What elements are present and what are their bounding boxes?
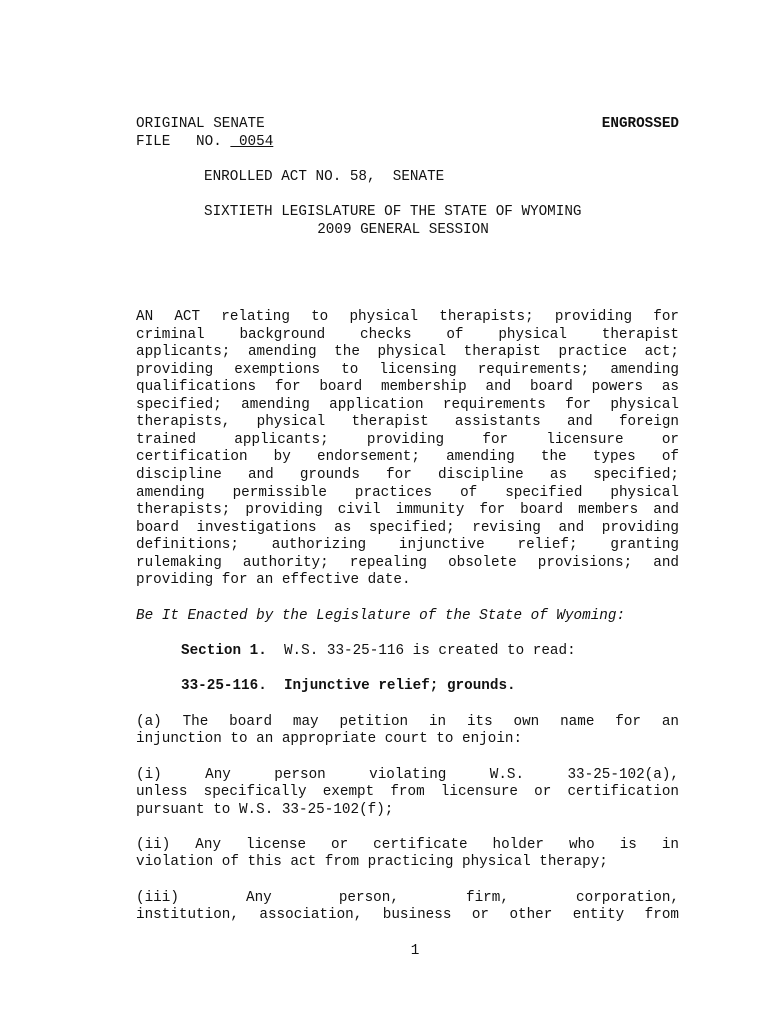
- act-title-line: providing exemptions to licensing requirements; amending: [136, 362, 679, 378]
- original-senate-label: ORIGINAL SENATE: [136, 116, 265, 132]
- paragraph-iii-line: (iii) Any person, firm, corporation,: [136, 890, 679, 906]
- act-title-line: trained applicants; providing for licensure or: [136, 432, 679, 448]
- act-title-line: certification by endorsement; amending the types of: [136, 449, 679, 465]
- act-title-line: applicants; amending the physical therapist practice act;: [136, 344, 679, 360]
- page-number: 1: [410, 943, 420, 959]
- paragraph-a-line: (a) The board may petition in its own name for an: [136, 714, 679, 730]
- engrossed-label: ENGROSSED: [601, 116, 679, 132]
- act-title-line: providing for an effective date.: [136, 572, 411, 588]
- section-1-text: W.S. 33-25-116 is created to read:: [283, 643, 576, 659]
- paragraph-ii-line: violation of this act from practicing physical therapy;: [136, 854, 608, 870]
- act-title-line: amending permissible practices of specified physical: [136, 485, 679, 501]
- section-1-label: Section 1.: [181, 643, 267, 659]
- statute-heading: 33-25-116. Injunctive relief; grounds.: [181, 678, 516, 694]
- act-title-line: therapists, physical therapist assistants and foreign: [136, 414, 679, 430]
- paragraph-i-line: (i) Any person violating W.S. 33-25-102(a),: [136, 767, 679, 783]
- act-title-line: rulemaking authority; repealing obsolete provisions; and: [136, 555, 679, 571]
- legislature-line: SIXTIETH LEGISLATURE OF THE STATE OF WYOMING: [204, 204, 582, 220]
- paragraph-iii-line: institution, association, business or other entity from: [136, 907, 679, 923]
- enrolled-act-line: ENROLLED ACT NO. 58, SENATE: [204, 169, 445, 185]
- file-label: FILE NO.: [136, 134, 222, 150]
- paragraph-ii-line: (ii) Any license or certificate holder who is in: [136, 837, 679, 853]
- section-1-line: [181, 643, 724, 661]
- act-title-line: specified; amending application requirements for physical: [136, 397, 679, 413]
- paragraph-i-line: pursuant to W.S. 33-25-102(f);: [136, 802, 394, 818]
- file-number: 0054: [230, 134, 274, 150]
- act-title-line: qualifications for board membership and board powers as: [136, 379, 679, 395]
- paragraph-a-line: injunction to an appropriate court to enjoin:: [136, 731, 523, 747]
- file-number-line: [136, 134, 679, 152]
- act-title-line: criminal background checks of physical therapist: [136, 327, 679, 343]
- act-title-line: therapists; providing civil immunity for board members and: [136, 502, 679, 518]
- act-title-line: discipline and grounds for discipline as specified;: [136, 467, 679, 483]
- act-title-line: AN ACT relating to physical therapists; providing for: [136, 309, 679, 325]
- act-title-line: board investigations as specified; revising and providing: [136, 520, 679, 536]
- paragraph-i-line: unless specifically exempt from licensure or certification: [136, 784, 679, 800]
- act-title-line: definitions; authorizing injunctive relief; granting: [136, 537, 679, 553]
- session-line: 2009 GENERAL SESSION: [317, 222, 489, 238]
- enacting-clause: Be It Enacted by the Legislature of the State of Wyoming:: [136, 608, 626, 624]
